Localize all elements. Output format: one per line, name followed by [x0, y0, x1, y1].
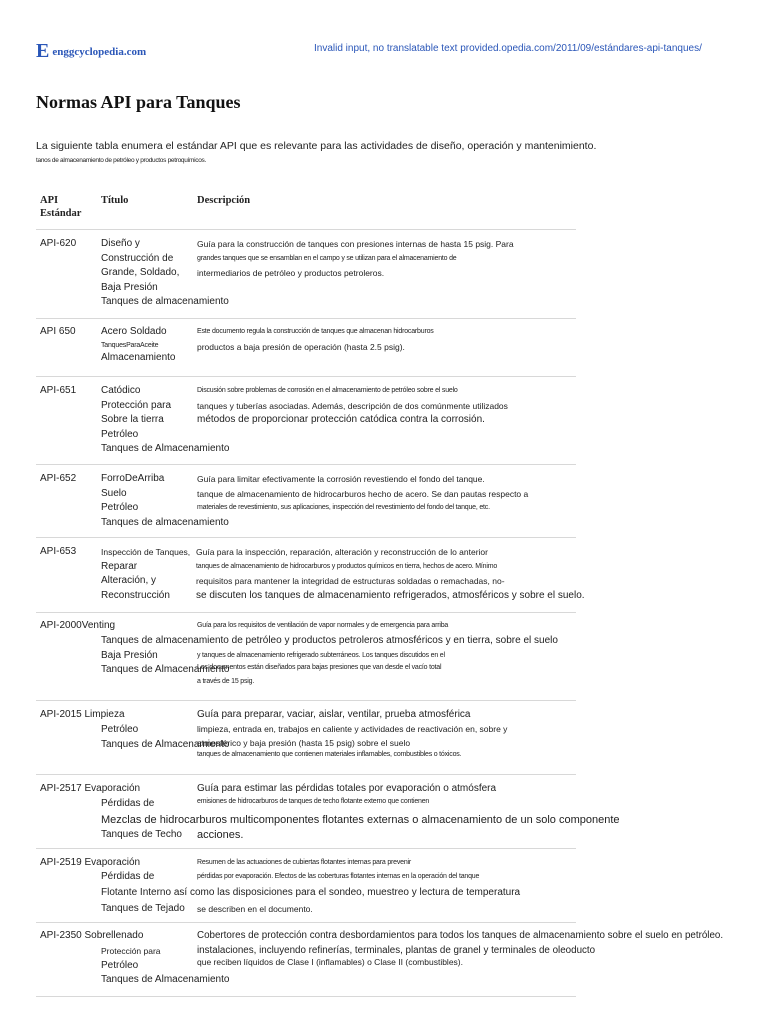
col-header-api-line-2: Estándar [40, 208, 82, 219]
api-code: API-2519 [40, 857, 82, 868]
desc-line: intermediarios de petróleo y productos petroleros. [197, 268, 385, 278]
desc-line: limpieza, entrada en, trabajos en caliente y actividades de reactivación en, sobre y [197, 723, 508, 734]
desc-line: tanques de almacenamiento que contienen materiales inflamables, combustibles o tóxicos. [197, 750, 462, 758]
desc-line: emisiones de hidrocarburos de tanques de techo flotante externo que contienen [197, 797, 430, 805]
table-row-description [197, 650, 445, 689]
title-line: Tanques de Tejado [101, 903, 185, 914]
desc-line: requisitos para mantener la integridad de estructuras soldadas o remachadas, no- [196, 576, 505, 586]
title-line: Tanques de Almacenamiento [101, 664, 230, 675]
table-row-title [101, 325, 175, 365]
table-row-description [197, 384, 508, 428]
title-line: Reconstrucción [101, 589, 170, 601]
title-line: Tanques de Techo [101, 829, 182, 840]
title-line: Almacenamiento [101, 351, 176, 363]
title-line: Inspección de Tanques, [101, 547, 191, 557]
table-header-divider [36, 229, 576, 230]
desc-line: Cobertores de protección contra desbordamientos para todos los tanques de almacenamiento sobre el suelo en petróleo. [197, 930, 724, 941]
api-code: API-2000 [40, 620, 82, 631]
col-header-api-line-1: API [40, 195, 59, 206]
title-line: Tanques de Almacenamiento [101, 443, 230, 454]
title-line: Acero Soldado [101, 326, 167, 337]
col-header-description: Descripción [197, 195, 251, 206]
table-row-api [40, 708, 125, 723]
title-line: Tanques de almacenamiento [101, 296, 229, 307]
col-header-api [40, 194, 81, 220]
title-line: Pérdidas de [101, 871, 155, 882]
title-line: Baja Presión [101, 649, 158, 661]
table-row-title-line [101, 797, 154, 812]
logo-text: enggcyclopedia.com [52, 46, 147, 58]
table-row-description [197, 237, 514, 281]
col-header-title: Título [101, 195, 129, 206]
table-row-description [197, 472, 528, 516]
table-row-description [197, 929, 723, 968]
title-line: Venting [81, 620, 116, 631]
title-line: Tanques de almacenamiento [101, 516, 229, 528]
desc-line: y tanques de almacenamiento refrigerado subterráneos. Los tanques discutidos en el [197, 652, 445, 659]
title-line: Baja Presión [101, 281, 158, 293]
desc-line: Guía para la construcción de tanques con presiones internas de hasta 15 psig. Para [197, 239, 514, 249]
title-line: Petróleo [101, 428, 139, 440]
table-row-description [196, 545, 585, 603]
title-line: Petróleo [101, 959, 139, 971]
desc-line: Discusión sobre problemas de corrosión en el almacenamiento de petróleo sobre el suelo [197, 387, 458, 394]
title-line: Tanques de almacenamiento de petróleo y productos petroleros atmosféricos y en tierra, sobre el suelo [101, 635, 558, 646]
table-row-api [40, 619, 115, 634]
title-line: Reparar [101, 560, 138, 572]
table-row-description-line [197, 902, 313, 917]
table-row-description-line [197, 782, 496, 807]
title-line: Suelo [101, 487, 127, 499]
title-line: Protección para [101, 946, 161, 956]
table-row-description [197, 708, 507, 760]
title-line: Catódico [101, 385, 141, 396]
desc-line: se describen en el documento. [197, 904, 313, 914]
desc-line: tanques y tuberías asociadas. Además, descripción de dos comúnmente utilizados [197, 400, 508, 411]
desc-line: productos a baja presión de operación (hasta 2.5 psig). [197, 341, 405, 352]
intro-line-2: tanos de almacenamiento de petróleo y productos petroquímicos. [36, 157, 207, 164]
title-line: Alteración, y [101, 575, 157, 586]
title-line: Petróleo [101, 502, 139, 513]
page-title: Normas API para Tanques [36, 92, 241, 112]
table-row-description [197, 325, 434, 354]
table-row-title-wide-line: Mezclas de hidrocarburos multicomponentes flotantes externas o almacenamiento de un solo componente [101, 814, 620, 826]
desc-line: Los documentos están diseñados para bajas presiones que van desde el vacío total [197, 664, 442, 671]
table-row-title-line [101, 902, 185, 917]
table-row-title-line [101, 828, 182, 843]
page-url[interactable]: Invalid input, no translatable text provided.opedia.com/2011/09/estándares-api-tanques/ [314, 43, 702, 54]
api-code: API-2015 [40, 709, 82, 720]
title-line: Petróleo [101, 724, 139, 735]
desc-line: tanque de almacenamiento de hidrocarburos hecho de acero. Se dan pautas respecto a [197, 488, 529, 499]
desc-line: instalaciones, incluyendo refinerías, terminales, plantas de granel y terminales de oleoducto [197, 944, 596, 956]
title-line: Pérdidas de [101, 798, 155, 809]
table-row-api [40, 929, 143, 944]
table-row-api [40, 782, 140, 797]
row-divider [36, 537, 576, 538]
desc-line: que reciben líquidos de Clase I (inflamables) o Clase II (combustibles). [197, 956, 463, 967]
desc-line: pérdidas por evaporación. Efectos de las coberturas flotantes internas en la operación del tanque [197, 872, 480, 880]
desc-line: Guía para limitar efectivamente la corrosión revestiendo el fondo del tanque. [197, 474, 485, 484]
table-row-api: API-653 [40, 546, 77, 557]
desc-line: atmosférico y baja presión (hasta 15 psig) sobre el suelo [197, 737, 411, 748]
title-line: Evaporación [84, 857, 141, 868]
table-row-api: API-620 [40, 238, 77, 249]
table-row-title-line [101, 870, 154, 885]
row-divider [36, 318, 576, 319]
desc-line: Guía para preparar, vaciar, aislar, ventilar, prueba atmosférica [197, 709, 471, 720]
table-row-title [101, 944, 229, 988]
api-code: API-2350 [40, 930, 82, 941]
row-divider [36, 612, 576, 613]
table-row-title [101, 545, 190, 603]
row-divider [36, 848, 576, 849]
desc-line: Guía para los requisitos de ventilación de vapor normales y de emergencia para arriba [197, 622, 449, 629]
table-row-description-line [197, 856, 479, 883]
row-divider [36, 922, 576, 923]
row-divider [36, 464, 576, 465]
title-line: TanquesParaAceite [101, 341, 159, 349]
table-row-title-wide-line: Flotante Interno así como las disposiciones para el sondeo, muestreo y lectura de temperatura [101, 887, 521, 898]
title-line: Sobre la tierra [101, 414, 164, 425]
desc-line: Resumen de las actuaciones de cubiertas flotantes internas para prevenir [197, 859, 412, 866]
row-divider [36, 376, 576, 377]
title-line: Evaporación [84, 783, 141, 794]
desc-line: métodos de proporcionar protección catódica contra la corrosión. [197, 414, 485, 425]
title-line: Tanques de Almacenamiento [101, 974, 230, 985]
title-line: Sobrellenado [84, 930, 144, 941]
title-line: Grande, Soldado, [101, 267, 180, 278]
desc-line: Guía para estimar las pérdidas totales por evaporación o atmósfera [197, 783, 497, 794]
desc-line: grandes tanques que se ensamblan en el campo y se utilizan para el almacenamiento de [197, 254, 457, 262]
title-line: ForroDeArriba [101, 473, 165, 484]
desc-line: se discuten los tanques de almacenamiento refrigerados, atmosféricos y sobre el suelo. [196, 589, 585, 601]
table-row-api: API-651 [40, 385, 77, 396]
table-row-api [40, 856, 140, 871]
table-row-description-line [197, 828, 243, 843]
table-row-description-line [197, 619, 448, 634]
title-line: Limpieza [84, 709, 125, 720]
table-row-api: API 650 [40, 326, 76, 337]
title-line: Tanques de Almacenamiento [101, 738, 230, 750]
api-code: API-2517 [40, 783, 82, 794]
desc-line: Este documento regula la construcción de tanques que almacenan hidrocarburos [197, 328, 434, 335]
title-line: Diseño y [101, 238, 140, 249]
title-line: Construcción de [101, 252, 174, 264]
row-divider [36, 774, 576, 775]
desc-line: acciones. [197, 829, 244, 841]
logo-letter: E [36, 40, 50, 62]
site-logo[interactable] [36, 40, 146, 63]
desc-line: a través de 15 psig. [197, 678, 255, 685]
desc-line: tanques de almacenamiento de hidrocarburos y productos químicos en tierra, hechos de acero. Mínimo [196, 562, 498, 570]
title-line: Protección para [101, 399, 172, 411]
desc-line: materiales de revestimiento, sus aplicaciones, inspección del revestimiento del fondo del tanque, etc. [197, 504, 490, 511]
intro-line-1: La siguiente tabla enumera el estándar API que es relevante para las actividades de diseño, operación y mantenimiento. [36, 140, 597, 152]
desc-line: Guía para la inspección, reparación, alteración y reconstrucción de lo anterior [196, 547, 488, 557]
row-divider [36, 996, 576, 997]
table-row-api: API-652 [40, 473, 77, 484]
row-divider [36, 700, 576, 701]
